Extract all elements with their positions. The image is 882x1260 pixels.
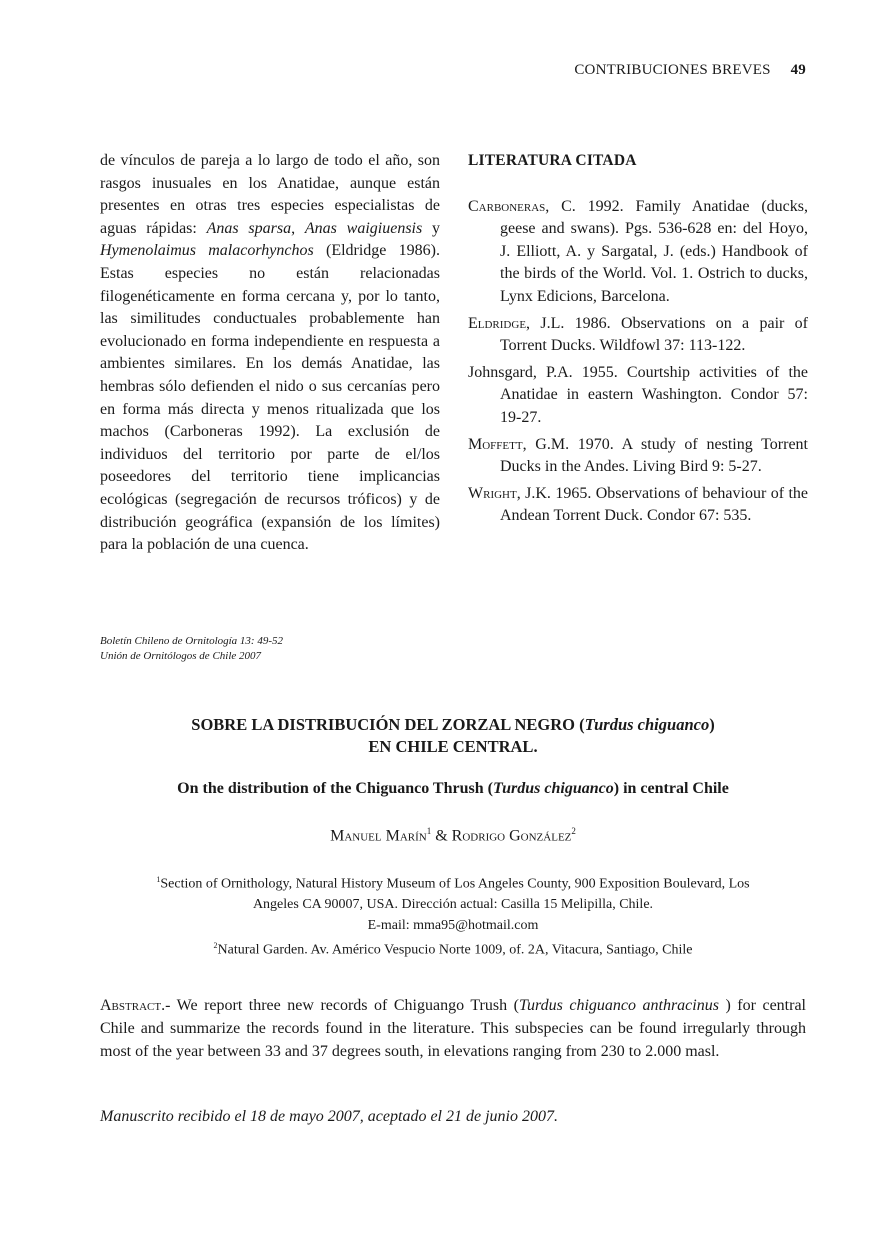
affiliation-text: Section of Ornithology, Natural History Museum of Los Angeles County, 900 Exposition Boulevard, Los (160, 876, 750, 892)
article-subtitle (100, 780, 806, 798)
abstract-species: Turdus chiguanco anthracinus (518, 997, 719, 1014)
title-species: Turdus chiguanco (584, 715, 710, 734)
publisher-line: Unión de Ornitólogos de Chile 2007 (100, 650, 262, 662)
reference-author: Eldridge (468, 314, 527, 332)
abstract-text: We report three new records of Chiguango Trush ( (170, 997, 519, 1014)
subtitle-species: Turdus chiguanco (492, 780, 614, 797)
reference-author: Carboneras (468, 197, 546, 215)
paragraph-text: (Eldridge 1986). Estas especies no están relacionadas filogenéticamente en forma cercana y, por lo tanto, las similitudes conductuales probablemente han evolucionado en forma independiente en respuesta a ambientes similares. En los demás Anatidae, las hembras sólo defienden el nido o sus cercanías pero en forma más directa y menos ritualizada que los machos (Carboneras 1992). La exclusión de individuos del territorio por parte de el/los poseedores del territorio tiene implicancias ecológicas (segregación de recursos tróficos) y de distribución geográfica (expansión de los límites) para la población de una cuenca. (100, 242, 440, 554)
reference-text: Johnsgard, P.A. 1955. Courtship activities of the Anatidae in eastern Washington. Condor 57: 19-27. (468, 363, 808, 426)
species-name: Hymenolaimus malacorhynchos (100, 242, 314, 260)
abstract (100, 994, 806, 1063)
reference-item (468, 483, 808, 528)
affiliation-2 (100, 936, 806, 961)
affiliation-mark: 1 (156, 875, 161, 884)
reference-text: , J.K. 1965. Observations of behaviour of the Andean Torrent Duck. Condor 67: 535. (500, 484, 808, 525)
species-name: Anas waigiuensis (304, 219, 423, 237)
author-name: Rodrigo González (451, 827, 572, 845)
author-affiliation-mark: 1 (426, 826, 432, 836)
title-text: SOBRE LA DISTRIBUCIÓN DEL ZORZAL NEGRO ( (191, 715, 585, 734)
reference-text: , J.L. 1986. Observations on a pair of Torrent Ducks. Wildfowl 37: 113-122. (500, 314, 808, 355)
subtitle-text: ) in central Chile (613, 780, 729, 797)
affiliation-text: Natural Garden. Av. Américo Vespucio Norte 1009, of. 2A, Vitacura, Santiago, Chile (217, 942, 693, 958)
running-title: CONTRIBUCIONES BREVES (574, 62, 771, 78)
reference-text: , G.M. 1970. A study of nesting Torrent Ducks in the Andes. Living Bird 9: 5-27. (500, 435, 808, 476)
affiliations (100, 870, 806, 961)
reference-author: Moffett (468, 435, 523, 453)
title-line-1 (100, 714, 806, 736)
affiliation-1-cont: Angeles CA 90007, USA. Dirección actual: Casilla 15 Melipilla, Chile. (252, 897, 654, 913)
separator: , (291, 219, 305, 237)
journal-info (100, 634, 283, 664)
separator: y (422, 219, 441, 237)
reference-item (468, 196, 808, 309)
journal-line: Boletín Chileno de Ornitología 13: 49-52 (100, 635, 284, 647)
abstract-text: ) for central Chile and summarize the records found in the literature. This subspecies can be found irregularly through most of the year between 33 and 37 degrees south, in elevations ranging from 230 to 2.000 masl. (100, 997, 807, 1060)
title-line-2: EN CHILE CENTRAL. (368, 737, 538, 756)
author-name: Manuel Marín (330, 827, 427, 845)
page-number: 49 (790, 62, 806, 78)
literature-section (468, 150, 808, 532)
abstract-label: Abstract.- (100, 997, 171, 1014)
title-text: ) (709, 715, 715, 734)
reference-item (468, 313, 808, 358)
reference-item (468, 434, 808, 479)
left-column-text (100, 150, 440, 557)
author-separator: & (431, 827, 452, 845)
reference-item (468, 362, 808, 430)
species-name: Anas sparsa (206, 219, 292, 237)
reference-author: Wright (468, 484, 517, 502)
manuscript-dates: Manuscrito recibido el 18 de mayo 2007, aceptado el 21 de junio 2007. (100, 1108, 558, 1125)
paragraph-text: de vínculos de pareja a lo largo de todo el año, son rasgos inusuales en los Anatidae, aunque están presentes en otras tres especies especialistas de aguas rápidas: (100, 152, 440, 237)
reference-text: , C. 1992. Family Anatidae (ducks, geese and swans). Pgs. 536-628 en: del Hoyo, J. Elliott, A. y Sargatal, J. (eds.) Handbook of the birds of the World. Vol. 1. Ostrich to ducks, Lynx Edicions, Barcelona. (500, 197, 808, 305)
article-title (100, 714, 806, 758)
affiliation-mark: 2 (213, 941, 218, 951)
author-affiliation-mark: 2 (571, 826, 576, 836)
running-header (574, 62, 806, 79)
authors (100, 826, 806, 845)
literature-heading: LITERATURA CITADA (468, 152, 637, 169)
subtitle-text: On the distribution of the Chiguanco Thrush ( (177, 780, 493, 797)
affiliation-1 (100, 870, 806, 895)
author-email: E-mail: mma95@hotmail.com (367, 917, 539, 933)
